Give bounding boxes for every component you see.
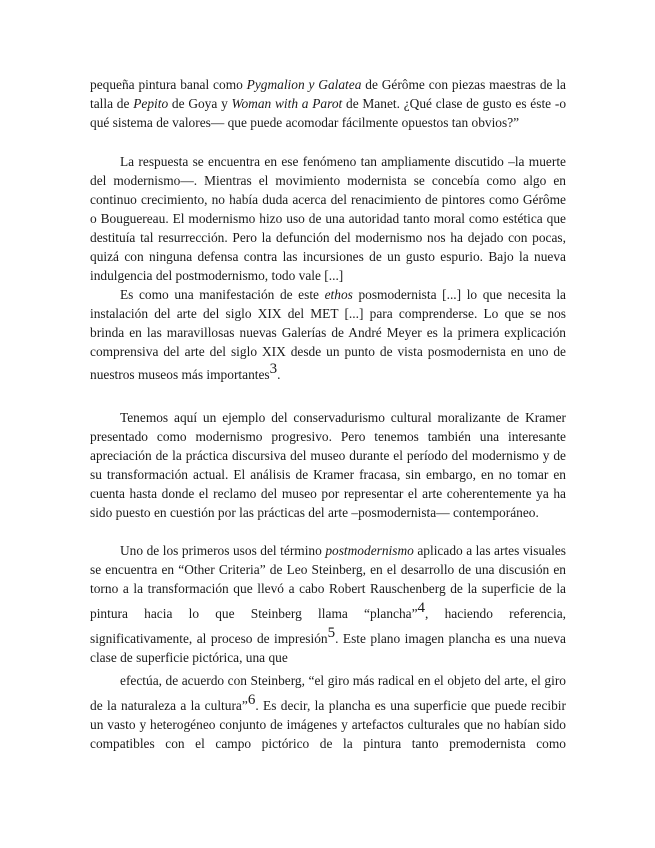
emphasis: ethos <box>324 287 353 302</box>
text-line: quizá con ninguna defensa contra las incursiones de un gusto espurio. Bajo la nueva <box>90 249 566 264</box>
text-line: apreciación de la práctica discursiva del museo durante el período del modernismo y de <box>90 448 566 463</box>
footnote-ref: 6 <box>247 692 256 708</box>
footnote-ref: 5 <box>327 625 336 641</box>
text-line: se encuentra en “Other Criteria” de Leo Steinberg, en el desarrollo de una discusión en <box>90 562 566 577</box>
text-line: del modernismo—. Mientras el movimiento modernista se concebía como algo en <box>90 173 566 188</box>
footnote-ref: 3 <box>269 361 278 377</box>
footnote-ref: 4 <box>417 600 426 616</box>
text-line: torno a la transformación que llevó a cabo Robert Rauschenberg de la superficie de la <box>90 581 566 596</box>
artwork-title: Pygmalion y Galatea <box>246 77 362 92</box>
text-line: efectúa, de acuerdo con Steinberg, “el giro más radical en el objeto del arte, el giro <box>120 673 566 688</box>
text-line: talla de Pepito de Goya y Woman with a Parot de Manet. ¿Qué clase de gusto es éste -o <box>90 96 567 111</box>
text-line: continuo crecimiento, no había duda acerca del renacimiento de pintores como Gérôme <box>90 192 566 207</box>
text-line: presentado como modernismo progresivo. Pero tenemos también una interesante <box>90 429 566 444</box>
text-line: qué sistema de valores— que puede acomodar fácilmente opuestos tan obvios?” <box>90 115 520 130</box>
text-line: sido puesto en cuestión por las prácticas del arte –posmodernista— contemporáneo. <box>90 505 539 520</box>
text-line: o Bouguereau. El modernismo hizo uso de una autoridad tanto moral como estética que <box>90 211 566 226</box>
text-line: indulgencia del postmodernismo, todo vale [...] <box>90 268 344 283</box>
text-line: compatibles con el campo pictórico de la pintura tanto premodernista como <box>90 736 566 751</box>
text-line: Uno de los primeros usos del término postmodernismo aplicado a las artes visuales <box>120 543 566 558</box>
text-line: pintura hacia lo que Steinberg llama “plancha”$^4$, haciendo referencia, <box>90 600 567 621</box>
paragraph-2 <box>90 152 566 285</box>
text-line: destituía tal resurrección. Pero la defunción del modernismo nos ha dejado con pocas, <box>90 230 566 245</box>
text-line: brinda en las maravillosas nuevas Galerías de André Meyer es la primera explicación <box>90 325 566 340</box>
paragraph-3 <box>90 285 566 384</box>
text-line: cuenta hasta donde el reclamo del museo por representar el arte coherentemente ya ha <box>90 486 566 501</box>
text-line: comprensiva del arte del siglo XIX desde un punto de vista posmodernista en uno de <box>90 344 566 359</box>
text-line: de la naturaleza a la cultura”$^6$. Es decir, la plancha es una superficie que puede recibir <box>90 692 566 713</box>
term: postmodernismo <box>325 543 414 558</box>
text-line: clase de superficie pictórica, una que <box>90 650 288 665</box>
artwork-title: Woman with a Parot <box>231 96 343 111</box>
paragraph-5 <box>90 541 566 753</box>
artwork-title: Pepito <box>133 96 169 111</box>
text-line: significativamente, al proceso de impresión$^5$. Este plano imagen plancha es una nueva <box>90 625 566 646</box>
text-line: un vasto y heterogéneo conjunto de imágenes y artefactos culturales que no habían sido <box>90 717 566 732</box>
text-line: instalación del arte del siglo XIX del MET [...] para comprenderse. Lo que se nos <box>90 306 566 321</box>
text-line: Tenemos aquí un ejemplo del conservadurismo cultural moralizante de Kramer <box>120 410 566 425</box>
text-line: pequeña pintura banal como Pygmalion y Galatea de Gérôme con piezas maestras de la <box>90 77 566 92</box>
text-line: Es como una manifestación de este ethos posmodernista [...] lo que necesita la <box>120 287 567 302</box>
text-line: su transformación actual. El análisis de Kramer fracasa, sin embargo, en no tomar en <box>90 467 566 482</box>
paragraph-1 <box>90 75 566 132</box>
text-line: nuestros museos más importantes$^3$. <box>90 361 281 382</box>
text-line: La respuesta se encuentra en ese fenómeno tan ampliamente discutido –la muerte <box>120 154 566 169</box>
paragraph-4 <box>90 408 566 522</box>
